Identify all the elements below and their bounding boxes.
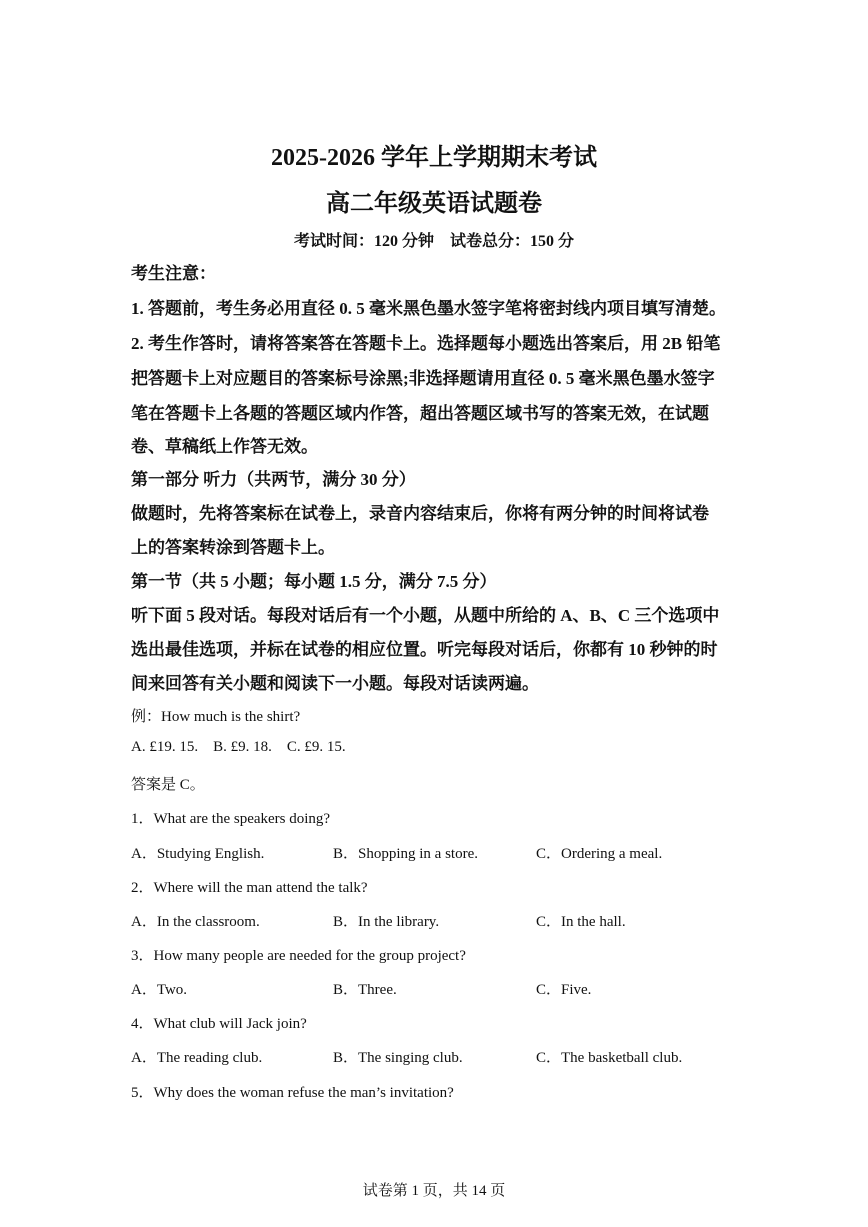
question-2: 2．Where will the man attend the talk? — [131, 880, 368, 896]
question-2-option-a: A．In the classroom. — [131, 914, 260, 930]
section1-intro-line: 选出最佳选项，并标在试卷的相应位置。听完每段对话后，你都有 10 秒钟的时 — [131, 640, 718, 659]
question-3-option-c: C．Five. — [536, 982, 592, 998]
example-answer: 答案是 C。 — [131, 777, 205, 793]
question-1-option-b: B．Shopping in a store. — [333, 846, 478, 862]
notice-heading: 考生注意： — [131, 264, 216, 283]
question-1: 1．What are the speakers doing? — [131, 811, 331, 827]
question-4: 4．What club will Jack join? — [131, 1016, 307, 1032]
question-5: 5．Why does the woman refuse the man’s invitation? — [131, 1085, 454, 1101]
section1-intro-line: 听下面 5 段对话。每段对话后有一个小题，从题中所给的 A、B、C 三个选项中 — [131, 606, 720, 625]
exam-title: 2025-2026 学年上学期期末考试 — [271, 145, 597, 171]
notice-line: 卷、草稿纸上作答无效。 — [131, 437, 318, 456]
question-1-option-c: C．Ordering a meal. — [536, 846, 663, 862]
question-2-option-c: C．In the hall. — [536, 914, 626, 930]
notice-line: 1. 答题前，考生务必用直径 0. 5 毫米黑色墨水签字笔将密封线内项目填写清楚。 — [131, 299, 726, 318]
part1-intro-line: 做题时，先将答案标在试卷上，录音内容结束后，你将有两分钟的时间将试卷 — [131, 504, 709, 523]
question-4-option-c: C．The basketball club. — [536, 1050, 683, 1066]
example-options: A. £19. 15. B. £9. 18. C. £9. 15. — [131, 739, 346, 755]
page-footer: 试卷第 1 页，共 14 页 — [362, 1183, 506, 1199]
question-2-option-b: B．In the library. — [333, 914, 440, 930]
question-3-option-b: B．Three. — [333, 982, 397, 998]
example-question: 例：How much is the shirt? — [131, 709, 301, 725]
part1-heading: 第一部分 听力（共两节，满分 30 分） — [131, 470, 416, 489]
question-3: 3．How many people are needed for the group project? — [131, 948, 466, 964]
section1-heading: 第一节（共 5 小题；每小题 1.5 分，满分 7.5 分） — [131, 572, 497, 591]
question-4-option-b: B．The singing club. — [333, 1050, 463, 1066]
question-1-option-a: A．Studying English. — [131, 846, 265, 862]
notice-line: 2. 考生作答时，请将答案答在答题卡上。选择题每小题选出答案后，用 2B 铅笔 — [131, 334, 721, 353]
notice-line: 把答题卡上对应题目的答案标号涂黑;非选择题请用直径 0. 5 毫米黑色墨水签字 — [131, 369, 715, 388]
exam-info: 考试时间：120 分钟 试卷总分：150 分 — [293, 233, 574, 250]
section1-intro-line: 间来回答有关小题和阅读下一小题。每段对话读两遍。 — [131, 674, 539, 693]
question-3-option-a: A．Two. — [131, 982, 188, 998]
exam-subtitle: 高二年级英语试题卷 — [326, 191, 542, 217]
notice-line: 笔在答题卡上各题的答题区域内作答，超出答题区域书写的答案无效，在试题 — [131, 404, 709, 423]
question-4-option-a: A．The reading club. — [131, 1050, 263, 1066]
part1-intro-line: 上的答案转涂到答题卡上。 — [131, 538, 335, 557]
